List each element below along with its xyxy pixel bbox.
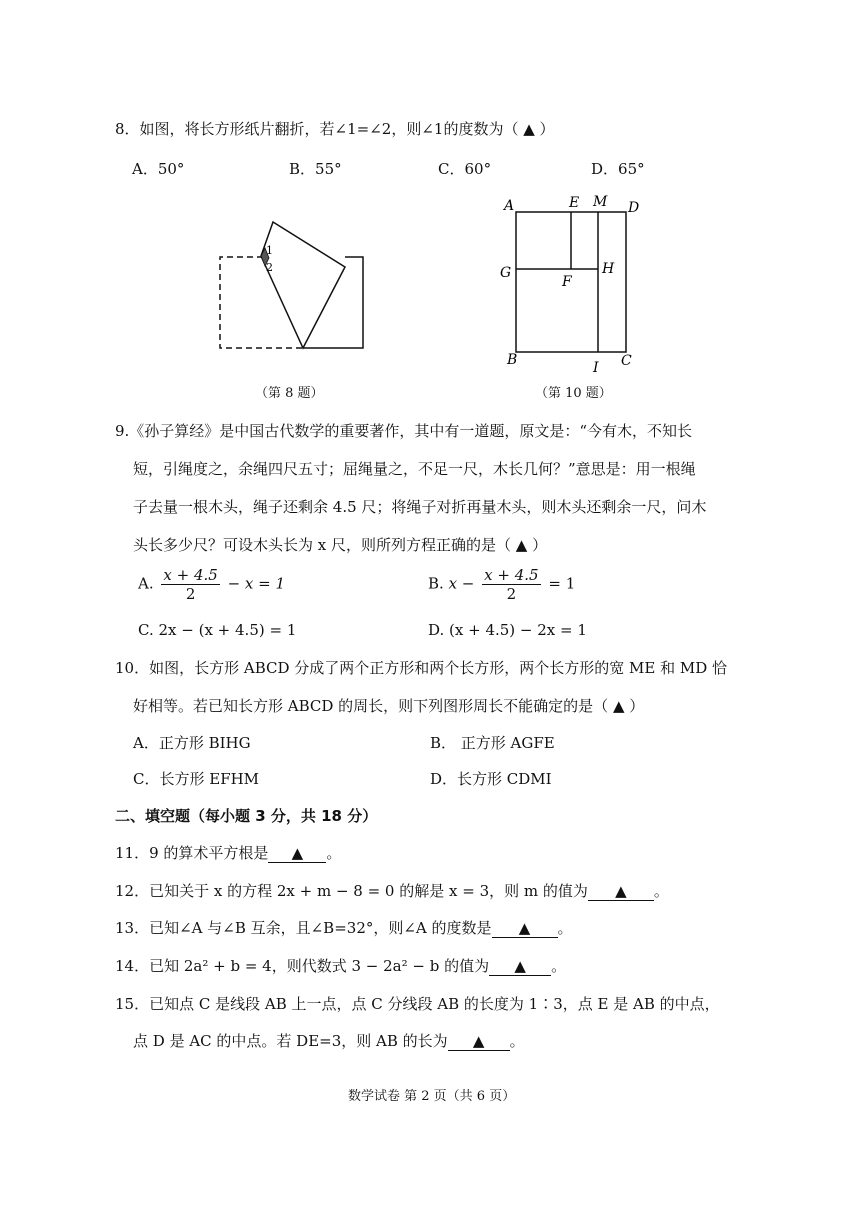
- section-2-heading: 二、填空题（每小题 3 分，共 18 分）: [115, 807, 378, 825]
- question-14: 14．已知 2a² + b = 4，则代数式 3 − 2a² − b 的值为 ▲ 。: [115, 957, 567, 975]
- angle-2-label: 2: [266, 261, 273, 274]
- q10-option-d: D．长方形 CDMI: [430, 770, 552, 788]
- label-h: H: [602, 261, 615, 277]
- q10-line-2: 好相等。若已知长方形 ABCD 的周长，则下列图形周长不能确定的是（ ▲ ）: [133, 697, 645, 715]
- q15-line-1: 15．已知点 C 是线段 AB 上一点，点 C 分线段 AB 的长度为 1∶3，点 E 是 AB 的中点，: [115, 995, 720, 1013]
- figure-10-caption: （第 10 题）: [535, 386, 612, 401]
- q10-option-a: A．正方形 BIHG: [133, 734, 251, 752]
- q12-answer-blank[interactable]: ▲: [588, 882, 654, 901]
- question-13: 13．已知∠A 与∠B 互余，且∠B=32°，则∠A 的度数是 ▲ 。: [115, 919, 573, 937]
- q9-option-a: A. $\frac{x + 4.5}{2}$ − x = 1: [138, 566, 286, 603]
- q9-option-c: C. 2x − (x + 4.5) = 1: [138, 621, 297, 639]
- question-11: 11．9 的算术平方根是 ▲ 。: [115, 844, 342, 862]
- figure-8-caption: （第 8 题）: [255, 386, 324, 401]
- q8-option-b: B．55°: [289, 160, 342, 178]
- question-12: 12．已知关于 x 的方程 2x + m − 8 = 0 的解是 x = 3，则 m 的值为 ▲ 。: [115, 882, 669, 900]
- q9-line-1: 9.《孙子算经》是中国古代数学的重要著作，其中有一道题，原文是：“今有木，不知长: [115, 422, 692, 440]
- q9-option-b-fraction: $\frac{x + 4.5}{2}$: [484, 566, 539, 603]
- q9-line-3: 子去量一根木头，绳子还剩余 4.5 尺；将绳子对折再量木头，则木头还剩余一尺，问木: [133, 498, 707, 516]
- label-i: I: [593, 360, 599, 376]
- label-g: G: [500, 265, 512, 281]
- q9-line-2: 短，引绳度之，余绳四尺五寸；屈绳量之，不足一尺，木长几何？”意思是：用一根绳: [133, 460, 696, 478]
- figure-8-folded-rectangle: [205, 210, 380, 360]
- q9-option-d: D. (x + 4.5) − 2x = 1: [428, 621, 587, 639]
- label-f: F: [562, 274, 572, 290]
- label-e: E: [569, 195, 580, 211]
- q15-answer-blank[interactable]: ▲: [448, 1032, 510, 1051]
- q15-line-2: 点 D 是 AC 的中点。若 DE=3，则 AB 的长为 ▲ 。: [133, 1032, 525, 1050]
- q9-line-4: 头长多少尺？可设木头长为 x 尺，则所列方程正确的是（ ▲ ）: [133, 536, 548, 554]
- label-m: M: [593, 194, 608, 210]
- q9-option-a-fraction: $\frac{x + 4.5}{2}$: [163, 566, 218, 603]
- q9-option-b: B. x − $\frac{x + 4.5}{2}$ = 1: [428, 566, 576, 603]
- label-c: C: [621, 353, 632, 369]
- q8-option-d: D．65°: [591, 160, 645, 178]
- label-b: B: [507, 352, 518, 368]
- q11-answer-blank[interactable]: ▲: [268, 844, 326, 863]
- page-footer: 数学试卷 第 2 页（共 6 页）: [348, 1089, 516, 1104]
- question-8-stem: 8．如图，将长方形纸片翻折，若∠1=∠2，则∠1的度数为（ ▲ ）: [115, 120, 555, 138]
- figure-10-rectangle-abcd: [492, 190, 652, 380]
- q14-answer-blank[interactable]: ▲: [489, 957, 551, 976]
- label-a: A: [504, 198, 515, 214]
- q10-option-b: B． 正方形 AGFE: [430, 734, 555, 752]
- q10-line-1: 10．如图，长方形 ABCD 分成了两个正方形和两个长方形，两个长方形的宽 ME 和 MD 恰: [115, 659, 728, 677]
- q13-answer-blank[interactable]: ▲: [492, 919, 558, 938]
- q8-option-c: C．60°: [438, 160, 492, 178]
- angle-1-label: 1: [266, 244, 273, 257]
- q8-option-a: A．50°: [132, 160, 185, 178]
- label-d: D: [628, 200, 640, 216]
- q10-option-c: C．长方形 EFHM: [133, 770, 260, 788]
